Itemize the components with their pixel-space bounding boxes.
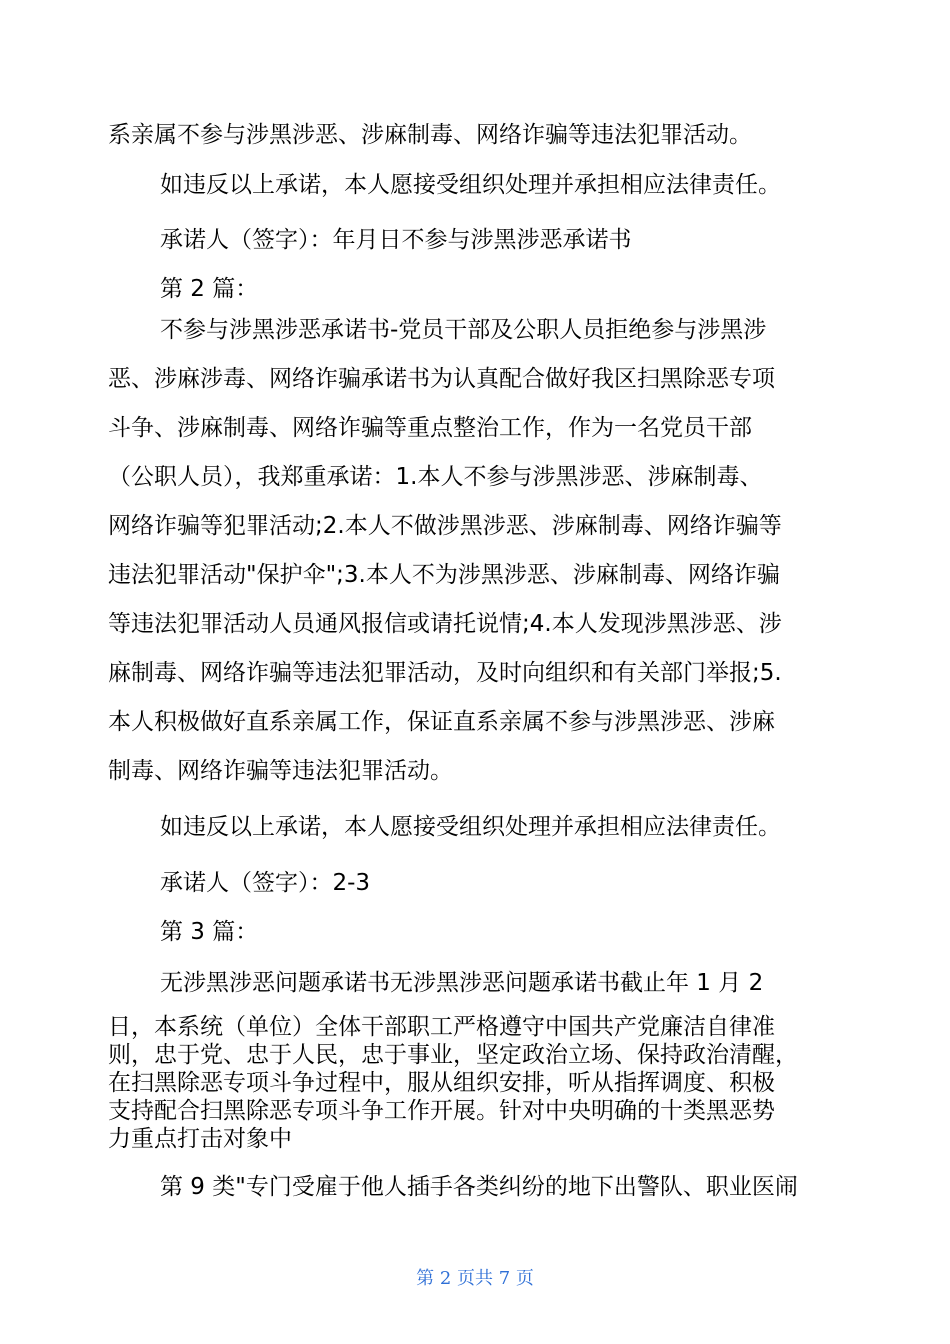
article-2-line: 网络诈骗等犯罪活动;2.本人不做涉黑涉恶、涉麻制毒、网络诈骗等 — [108, 513, 782, 539]
page-number-footer: 第 2 页共 7 页 — [416, 1268, 534, 1289]
article-2-line: 恶、涉麻涉毒、网络诈骗承诺书为认真配合做好我区扫黑除恶专项 — [108, 366, 775, 392]
paragraph-2: 如违反以上承诺，本人愿接受组织处理并承担相应法律责任。 — [160, 172, 781, 198]
article-3-line: 支持配合扫黑除恶专项斗争工作开展。针对中央明确的十类黑恶势 — [108, 1098, 775, 1124]
heading-article-3: 第 3 篇： — [160, 919, 259, 945]
article-2-line: 违法犯罪活动"保护伞";3.本人不为涉黑涉恶、涉麻制毒、网络诈骗 — [108, 562, 780, 588]
article-2-line: 麻制毒、网络诈骗等违法犯罪活动，及时向组织和有关部门举报;5. — [108, 660, 782, 686]
article-2-body — [108, 306, 838, 796]
article-3-last-line: 第 9 类"专门受雇于他人插手各类纠纷的地下出警队、职业医闹 — [160, 1174, 798, 1200]
article-3-body — [108, 1013, 838, 1153]
paragraph-3: 承诺人（签字）：年月日不参与涉黑涉恶承诺书 — [160, 227, 632, 253]
article-2-line: 本人积极做好直系亲属工作，保证直系亲属不参与涉黑涉恶、涉麻 — [108, 709, 775, 735]
paragraph-1: 系亲属不参与涉黑涉恶、涉麻制毒、网络诈骗等违法犯罪活动。 — [108, 122, 752, 148]
article-2-line: （公职人员），我郑重承诺：1.本人不参与涉黑涉恶、涉麻制毒、 — [108, 464, 763, 490]
heading-article-2: 第 2 篇： — [160, 276, 259, 302]
article-3-line: 则，忠于党、忠于人民，忠于事业，坚定政治立场、保持政治清醒， — [108, 1042, 798, 1068]
article-2-line: 斗争、涉麻制毒、网络诈骗等重点整治工作，作为一名党员干部 — [108, 415, 752, 441]
article-3-first-line: 无涉黑涉恶问题承诺书无涉黑涉恶问题承诺书截止年 1 月 2 — [160, 970, 764, 996]
article-2-line: 制毒、网络诈骗等违法犯罪活动。 — [108, 758, 453, 784]
article-3-line: 在扫黑除恶专项斗争过程中，服从组织安排，听从指挥调度、积极 — [108, 1070, 775, 1096]
article-3-line: 日，本系统（单位）全体干部职工严格遵守中国共产党廉洁自律准 — [108, 1014, 775, 1040]
article-2-line: 等违法犯罪活动人员通风报信或请托说情;4.本人发现涉黑涉恶、涉 — [108, 611, 782, 637]
paragraph-5: 承诺人（签字）：2-3 — [160, 870, 371, 896]
article-2-line: 不参与涉黑涉恶承诺书-党员干部及公职人员拒绝参与涉黑涉 — [160, 317, 767, 343]
paragraph-4: 如违反以上承诺，本人愿接受组织处理并承担相应法律责任。 — [160, 814, 781, 840]
article-3-line: 力重点打击对象中 — [108, 1126, 292, 1152]
